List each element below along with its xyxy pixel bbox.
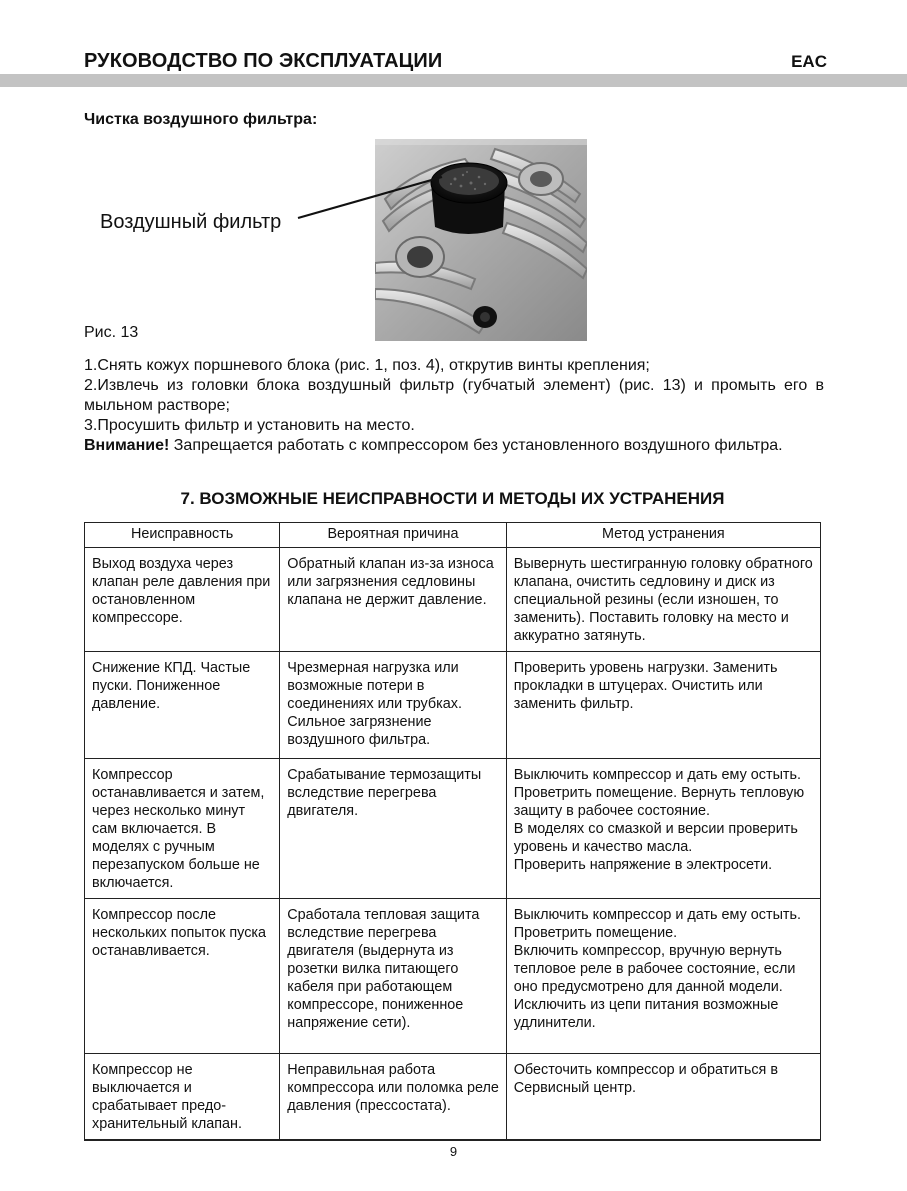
fault-cell: Снижение КПД. Частые пуски. Пониженное давление. (85, 652, 280, 759)
remedy-cell: Обесточить компрессор и обратиться в Сервисный центр. (506, 1054, 820, 1140)
eac-mark: EAC (791, 52, 827, 71)
troubleshooting-table (84, 522, 821, 1141)
warning-text: Запрещается работать с компрессором без установленного воздушного фильтра. (169, 437, 783, 454)
remedy-cell: Вывернуть шестигранную головку обратного клапана, очистить седловину и диск из специальной резины (если изношен, то заменить). Поставить головку на место и аккуратно затянуть. (506, 548, 820, 652)
fault-cell: Выход воздуха через клапан реле давления при остановленном компрессоре. (85, 548, 280, 652)
page-number: 9 (449, 1144, 458, 1159)
cause-cell: Неправильная работа компрессора или поломка реле давления (прессостата). (280, 1054, 506, 1140)
table-header-row (85, 523, 821, 548)
cleaning-steps (84, 356, 824, 456)
remedy-cell: Проверить уровень нагрузки. Заменить прокладки в штуцерах. Очистить или заменить фильтр. (506, 652, 820, 759)
table-row (85, 759, 821, 899)
step-1: 1.Снять кожух поршневого блока (рис. 1, поз. 4), открутив винты крепления; (84, 357, 650, 374)
cause-cell: Чрезмерная нагрузка или возможные потери в соединениях или трубках. Сильное загрязнение воздушного фильтра. (280, 652, 506, 759)
fault-cell: Компрессор останавливается и затем, через несколько минут сам включается. В моделях с ручным перезапуском больше не включается. (85, 759, 280, 899)
cause-cell: Сработала тепловая защита вследствие перегрева двигателя (выдернута из розетки вилка питающего кабеля при работающем компрессоре, пониженное напряжение сети). (280, 899, 506, 1054)
column-header-fault: Неисправность (85, 523, 280, 548)
cause-cell: Срабатывание термозащиты вследствие перегрева двигателя. (280, 759, 506, 899)
air-filter-callout-label: Воздушный фильтр (100, 211, 282, 233)
air-filter-photo (375, 139, 587, 341)
figure-caption: Рис. 13 (84, 324, 139, 341)
step-3: 3.Просушить фильтр и установить на место. (84, 417, 415, 434)
table-row (85, 1054, 821, 1140)
column-header-remedy: Метод устранения (506, 523, 820, 548)
air-filter-heading: Чистка воздушного фильтра: (84, 111, 318, 128)
fault-cell: Компрессор после нескольких попыток пуска останавливается. (85, 899, 280, 1054)
remedy-cell: Выключить компрессор и дать ему остыть. Проветрить помещение. Вернуть тепловую защиту в рабочее состояние. В моделях со смазкой и версии проверить уровень и качество масла. Проверить напряжение в электросети. (506, 759, 820, 899)
troubleshooting-title: 7. ВОЗМОЖНЫЕ НЕИСПРАВНОСТИ И МЕТОДЫ ИХ УСТРАНЕНИЯ (180, 489, 725, 508)
warning-paragraph (84, 436, 824, 456)
cause-cell: Обратный клапан из-за износа или загрязнения седловины клапана не держит давление. (280, 548, 506, 652)
step-2: 2.Извлечь из головки блока воздушный фильтр (губчатый элемент) (рис. 13) и промыть его в мыльном растворе; (84, 377, 824, 414)
table-row (85, 548, 821, 652)
warning-label: Внимание! (84, 437, 170, 454)
table-row (85, 899, 821, 1054)
manual-title: РУКОВОДСТВО ПО ЭКСПЛУАТАЦИИ (84, 50, 443, 72)
remedy-cell: Выключить компрессор и дать ему остыть. Проветрить помещение. Включить компрессор, вручную вернуть тепловое реле в рабочее состояние, если оно предусмотрено для данной модели. Исключить из цепи питания возможные удлинители. (506, 899, 820, 1054)
fault-cell: Компрессор не выключается и срабатывает предо-хранительный клапан. (85, 1054, 280, 1140)
column-header-cause: Вероятная причина (280, 523, 506, 548)
table-row (85, 652, 821, 759)
header-divider-bar (0, 74, 907, 87)
